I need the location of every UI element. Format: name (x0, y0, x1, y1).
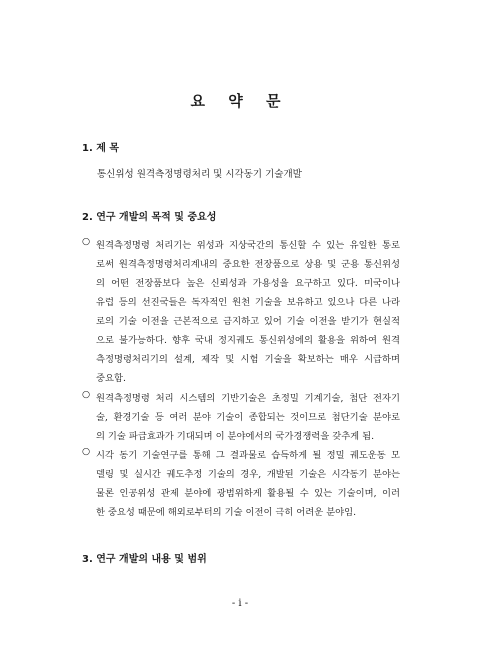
bullet-line: 으로 불가능하다. 향후 국내 정지궤도 통신위성에의 활용을 위하여 원격 (96, 335, 400, 346)
page-number: - i - (231, 598, 249, 609)
circle-bullet-icon: ○ (82, 446, 91, 457)
bullet-line: 로의 기술 이전을 근본적으로 금지하고 있어 기술 이전을 받기가 현실적 (96, 316, 400, 327)
circle-bullet-icon: ○ (82, 236, 91, 247)
section-2-bullet-1 (82, 236, 400, 388)
circle-bullet-icon: ○ (82, 389, 91, 400)
section-2-bullet-3 (82, 446, 400, 522)
bullet-line: 의 어떤 전장품보다 높은 신뢰성과 가용성을 요구하고 있다. 미국이나 (96, 278, 400, 289)
bullet-line: 술, 환경기술 등 여러 분야 기술이 종합되는 것이므로 첨단기술 분야로 (96, 412, 400, 423)
bullet-line: 측정명령처리기의 설계, 제작 및 시험 기술을 확보하는 매우 시급하며 (96, 354, 400, 365)
bullet-line: 한 중요성 때문에 해외로부터의 기술 이전이 극히 어려운 분야임. (96, 507, 357, 518)
bullet-line: 원격측정명령 처리 시스템의 기반기술은 초정밀 기계기술, 첨단 전자기 (96, 393, 400, 404)
bullet-line: 의 기술 파급효과가 기대되며 이 분야에서의 국가경쟁력을 갖추게 됨. (96, 431, 375, 442)
page-title: 요 약 문 (190, 92, 290, 110)
bullet-line: 시각 동기 기술연구를 통해 그 결과물로 습득하게 될 정밀 궤도운동 모 (96, 450, 400, 461)
section-1-heading: 1. 제 목 (82, 143, 120, 154)
bullet-line: 물론 인공위성 관제 분야에 광범위하게 활용될 수 있는 기술이며, 이러 (96, 488, 400, 499)
section-2-bullet-2 (82, 389, 400, 446)
bullet-line: 원격측정명령 처리기는 위성과 지상국간의 통신할 수 있는 유일한 통로 (96, 240, 400, 251)
section-1-text: 통신위성 원격측정명령처리 및 시각동기 기술개발 (97, 169, 302, 180)
bullet-line: 중요함. (96, 373, 126, 384)
section-2-heading: 2. 연구 개발의 목적 및 중요성 (82, 212, 217, 223)
bullet-line: 유럽 등의 선진국들은 독자적인 원천 기술을 보유하고 있으나 다른 나라 (96, 297, 400, 308)
bullet-line: 델링 및 실시간 궤도추정 기술의 경우, 개발된 기술은 시각동기 분야는 (96, 469, 400, 480)
bullet-line: 로써 원격측정명령처리계내의 중요한 전장품으로 상용 및 군용 통신위성 (96, 259, 400, 270)
section-3-heading: 3. 연구 개발의 내용 및 범위 (82, 554, 207, 565)
